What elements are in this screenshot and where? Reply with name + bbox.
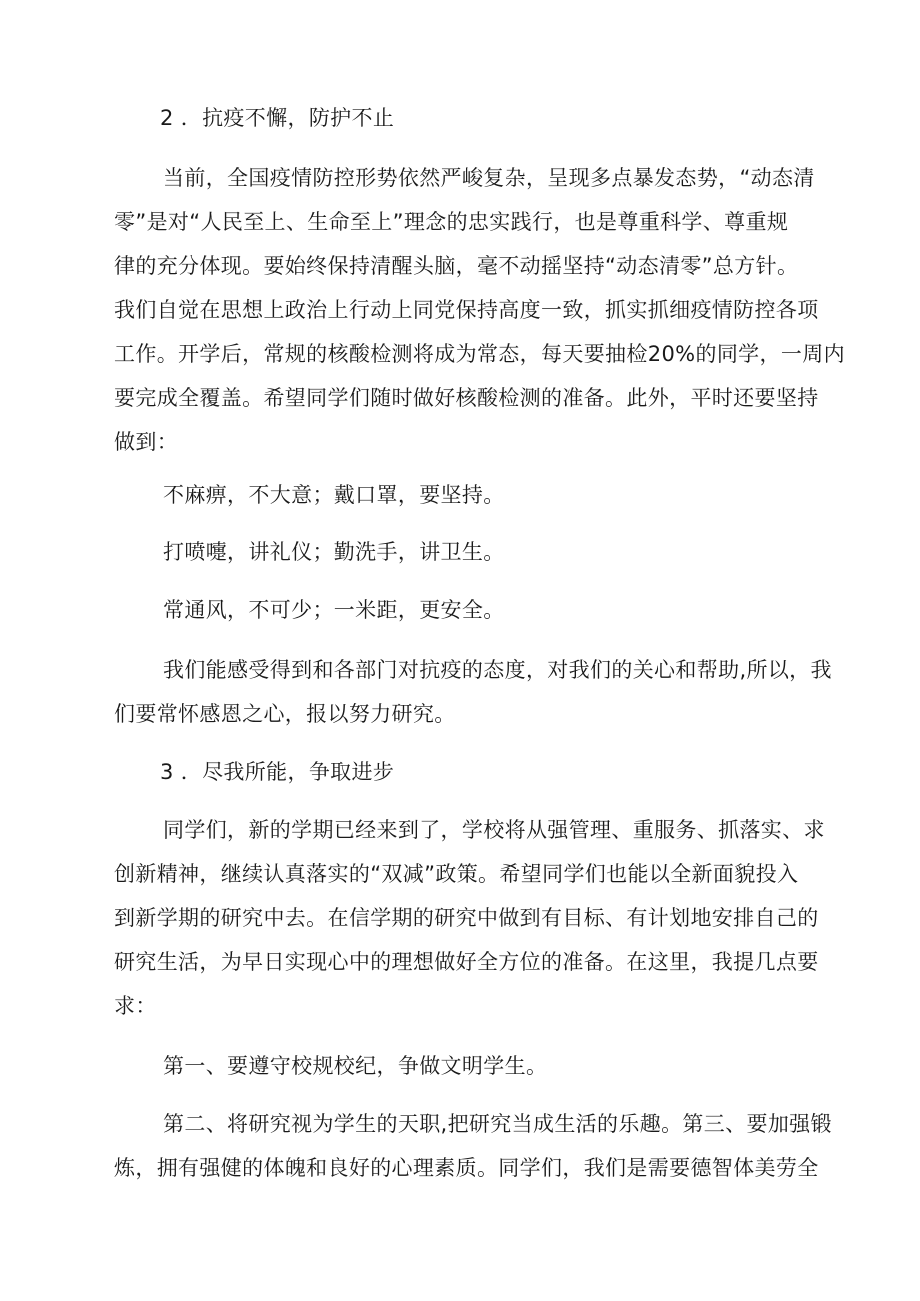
paragraph-line: 研究生活，为早日实现心中的理想做好全方位的准备。在这里，我提几点要 — [114, 950, 819, 974]
paragraph-line: 到新学期的研究中去。在信学期的研究中做到有目标、有计划地安排自己的 — [114, 906, 819, 930]
paragraph-line: 我们自觉在思想上政治上行动上同党保持高度一致，抓实抓细疫情防控各项 — [114, 298, 819, 322]
section-3-heading: 3 ．尽我所能，争取进步 — [160, 760, 395, 784]
paragraph-line: 做到： — [114, 430, 179, 454]
paragraph-line: 求： — [114, 994, 157, 1018]
paragraph-line: 第二、将研究视为学生的天职,把研究当成生活的乐趣。第三、要加强锻 — [163, 1112, 832, 1136]
paragraph-line: 创新精神，继续认真落实的“双减”政策。希望同学们也能以全新面貌投入 — [114, 862, 799, 886]
paragraph-line: 当前，全国疫情防控形势依然严峻复杂，呈现多点暴发态势，“动态清 — [163, 166, 815, 190]
rule-line: 不麻痹，不大意；戴口罩，要坚持。 — [163, 483, 505, 507]
paragraph-line: 们要常怀感恩之心，报以努力研究。 — [114, 702, 456, 726]
paragraph-line: 我们能感受得到和各部门对抗疫的态度，对我们的关心和帮助,所以，我 — [163, 658, 832, 682]
paragraph-line: 同学们，新的学期已经来到了，学校将从强管理、重服务、抓落实、求 — [163, 818, 825, 842]
paragraph-line: 工作。开学后，常规的核酸检测将成为常态，每天要抽检20%的同学，一周内 — [114, 342, 845, 366]
paragraph-line: 炼，拥有强健的体魄和良好的心理素质。同学们，我们是需要德智体美劳全 — [114, 1156, 819, 1180]
rule-line: 常通风，不可少；一米距，更安全。 — [163, 598, 505, 622]
section-2-heading: 2 ．抗疫不懈，防护不止 — [160, 106, 395, 130]
point-line: 第一、要遵守校规校纪，争做文明学生。 — [163, 1054, 548, 1078]
paragraph-line: 零”是对“人民至上、生命至上”理念的忠实践行，也是尊重科学、尊重规 — [114, 210, 789, 234]
paragraph-line: 律的充分体现。要始终保持清醒头脑，毫不动摇坚持“动态清零”总方针。 — [114, 254, 799, 278]
rule-line: 打喷嚏，讲礼仪；勤洗手，讲卫生。 — [163, 540, 505, 564]
paragraph-line: 要完成全覆盖。希望同学们随时做好核酸检测的准备。此外，平时还要坚持 — [114, 386, 819, 410]
